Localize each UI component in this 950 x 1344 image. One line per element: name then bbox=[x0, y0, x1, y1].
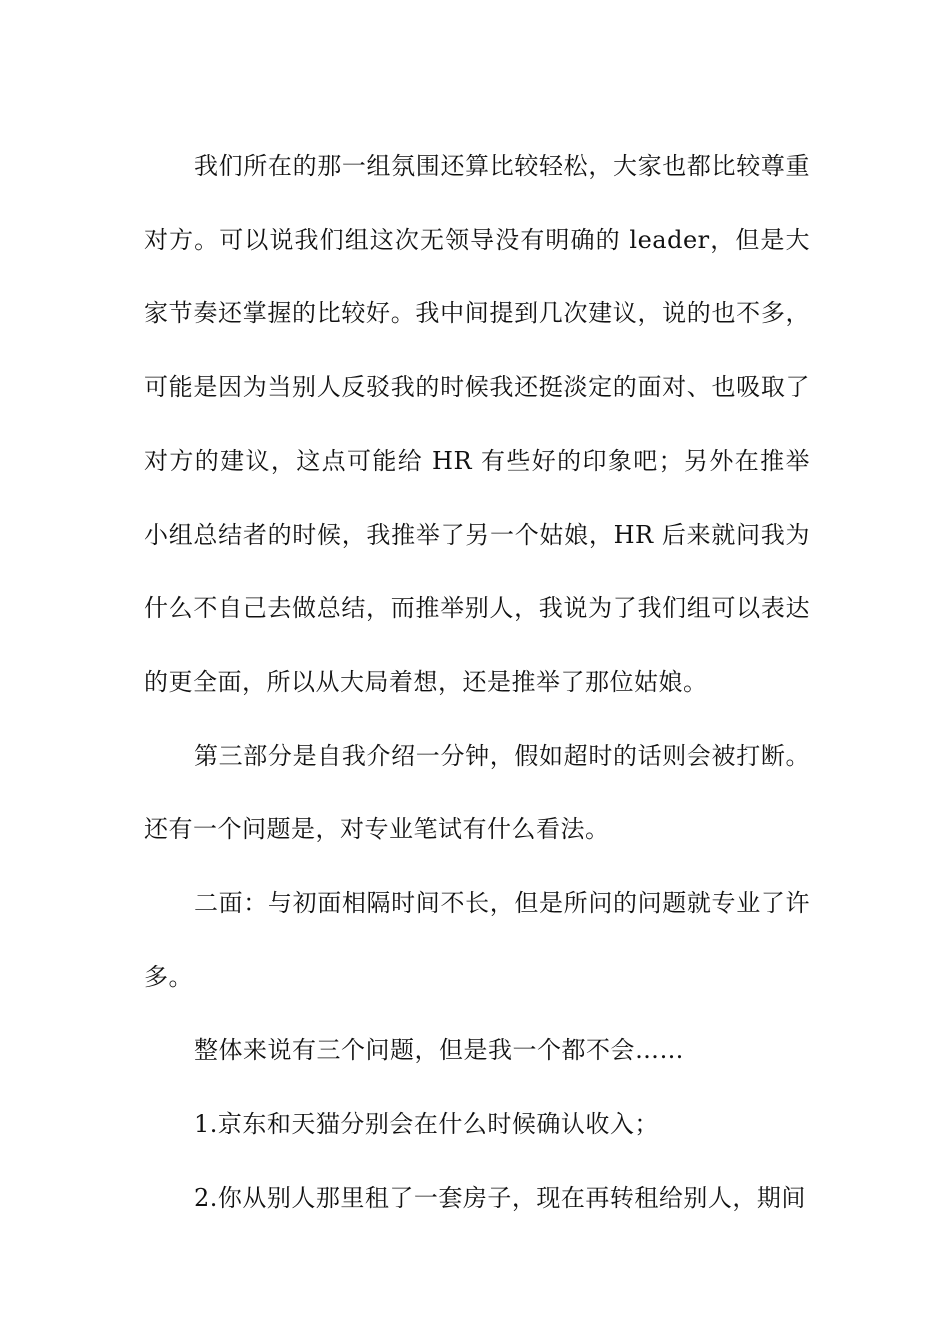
paragraph-second-interview: 二面：与初面相隔时间不长，但是所问的问题就专业了许多。 bbox=[144, 889, 810, 991]
paragraph-question-1: 1.京东和天猫分别会在什么时候确认收入； bbox=[194, 1110, 659, 1139]
paragraph-question-2: 2.你从别人那里租了一套房子，现在再转租给别人，期间 bbox=[194, 1183, 806, 1212]
paragraph-three-questions: 整体来说有三个问题，但是我一个都不会…… bbox=[194, 1036, 684, 1065]
paragraph-self-introduction: 第三部分是自我介绍一分钟，假如超时的话则会被打断。还有一个问题是，对专业笔试有什么看法。 bbox=[144, 741, 810, 844]
paragraph-group-discussion: 我们所在的那一组氛围还算比较轻松，大家也都比较尊重对方。可以说我们组这次无领导没有明确的 leader，但是大家节奏还掌握的比较好。我中间提到几次建议，说的也不多，可能是因为当别人反驳我的时候我还挺淡定的面对、也吸取了对方的建议，这点可能给 HR 有些好的印象吧；另外在推举小组总结者的时候，我推举了另一个姑娘，HR 后来就问我为什么不自己去做总结，而推举别人，我说为了我们组可以表达的更全面，所以从大局着想，还是推举了那位姑娘。 bbox=[144, 152, 810, 696]
document-body bbox=[144, 130, 810, 1236]
